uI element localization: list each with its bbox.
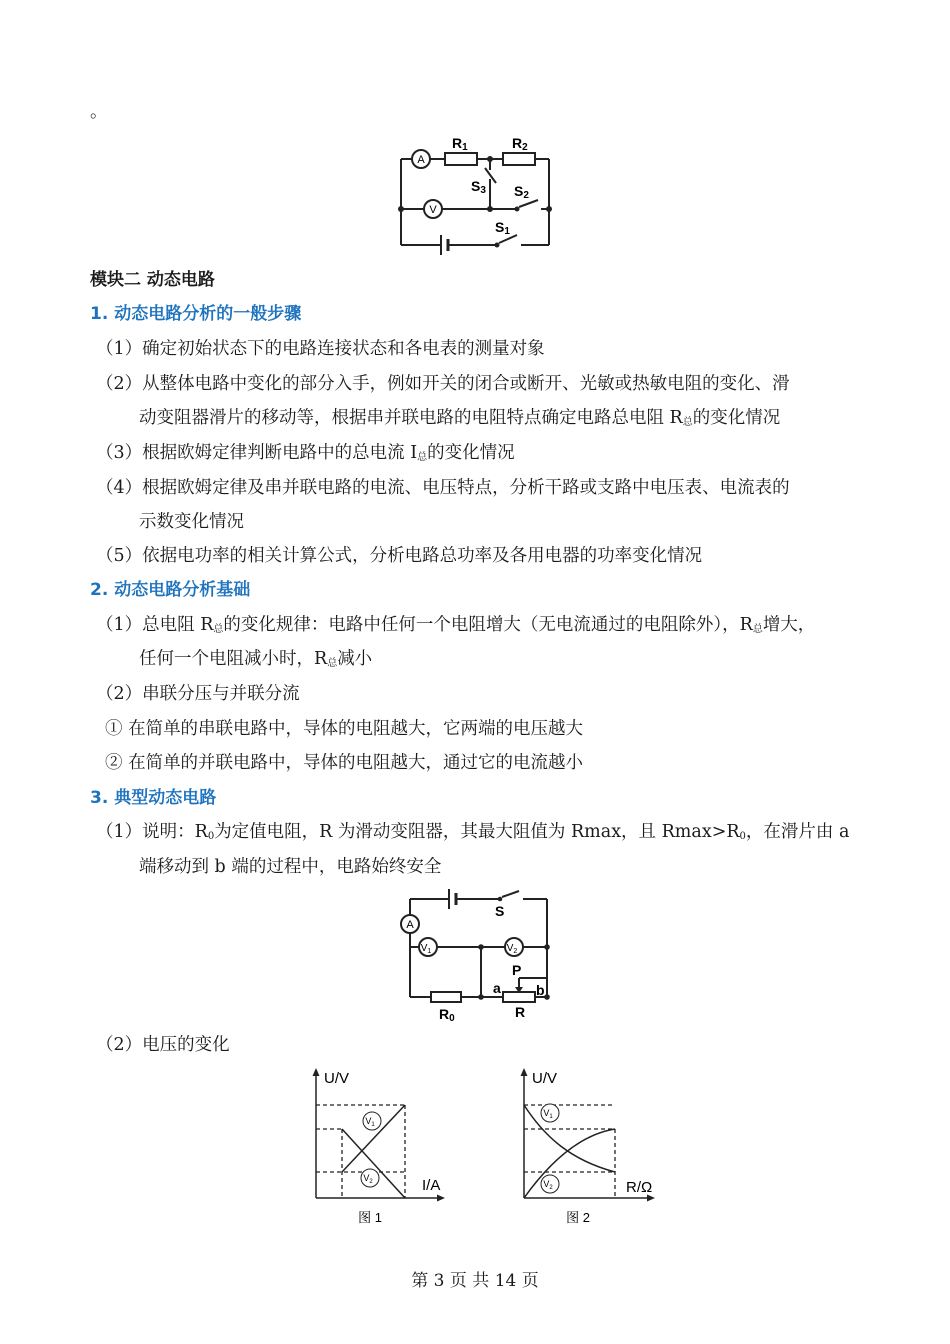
section1-item2-line2	[139, 406, 780, 435]
s1-subscript: 1	[504, 226, 510, 237]
graph1-v2-label: V	[363, 1173, 370, 1183]
circuit-diagram-1	[395, 128, 565, 260]
module-title: 模块二 动态电路	[90, 270, 215, 290]
section1-item2-tail: 的变化情况	[692, 408, 781, 428]
r2-label: R	[512, 135, 523, 151]
end-a-label: a	[493, 980, 501, 996]
switch-s-label: S	[495, 903, 505, 919]
section3-item2: （2）电压的变化	[96, 1035, 230, 1055]
slider-p-label: P	[512, 962, 522, 978]
circuit-diagram-2	[395, 883, 560, 1023]
section1-item1: （1）确定初始状态下的电路连接状态和各电表的测量对象	[96, 339, 545, 359]
v2-label: V	[506, 943, 514, 954]
v1-subscript: 1	[427, 948, 432, 955]
svg-text:R1	[452, 135, 468, 153]
section2-item1-line2	[139, 647, 372, 676]
ammeter-label: A	[417, 154, 425, 166]
graph2-v2-label: V	[543, 1179, 550, 1189]
graph1-v2-subscript: 2	[369, 1179, 373, 1185]
section2-item1-tail: 增大，	[762, 615, 816, 635]
section2-item1-line1	[96, 613, 815, 642]
section2-item1-mid: 的变化规律：电路中任何一个电阻增大（无电流通过的电阻除外），R	[223, 615, 753, 635]
voltage-resistance-graph	[510, 1064, 670, 1230]
section2-item1b-tail: 减小	[337, 649, 373, 669]
r0-subscript: 0	[449, 1013, 455, 1023]
section1-item4-line1: （4）根据欧姆定律及串并联电路的电流、电压特点，分析干路或支路中电压表、电流表的	[96, 478, 790, 498]
r-label: R	[515, 1004, 526, 1020]
graph2-v2-subscript: 2	[549, 1185, 553, 1191]
section3-item1-mid: 为定值电阻，R 为滑动变阻器，其最大阻值为 Rmax，且 Rmax>R	[214, 822, 740, 842]
voltage-current-graph	[300, 1064, 460, 1230]
section2-item2-2: ② 在简单的并联电路中，导体的电阻越大，通过它的电流越小	[105, 753, 584, 773]
graph2-v1-label: V	[543, 1108, 550, 1118]
svg-text:S2	[514, 183, 529, 201]
section1-item2-line1: （2）从整体电路中变化的部分入手，例如开关的闭合或断开、光敏或热敏电阻的变化、滑	[96, 374, 790, 394]
s3-subscript: 3	[480, 185, 486, 196]
top-mark: 。	[90, 102, 108, 122]
svg-text:S1	[495, 219, 510, 237]
section1-item2-text: 动变阻器滑片的移动等，根据串并联电路的电阻特点确定电路总电阻 R	[139, 408, 683, 428]
v1-label: V	[420, 943, 428, 954]
s2-subscript: 2	[523, 190, 529, 201]
graph2-caption: 图 2	[566, 1210, 590, 1225]
graph1-ylabel: U/V	[324, 1070, 350, 1087]
r2-subscript: 2	[522, 142, 528, 153]
subscript-zong: 总	[682, 417, 693, 428]
section1-item5: （5）依据电功率的相关计算公式，分析电路总功率及各用电器的功率变化情况	[96, 546, 703, 566]
voltmeter-label: V	[429, 204, 437, 216]
graph2-xlabel: R/Ω	[626, 1179, 653, 1196]
graph1-caption: 图 1	[358, 1210, 382, 1225]
subscript-zong: 总	[213, 624, 224, 635]
section2-item1b-text: 任何一个电阻减小时，R	[139, 649, 328, 669]
end-b-label: b	[536, 982, 545, 998]
s3-label: S	[471, 178, 481, 194]
section1-item3	[96, 441, 515, 470]
v2-subscript: 2	[513, 948, 518, 955]
section3-item1-tail: ，在滑片由 a	[745, 822, 850, 842]
subscript-zong: 总	[417, 452, 428, 463]
s1-label: S	[495, 219, 505, 235]
section3-title: 3. 典型动态电路	[90, 788, 217, 808]
svg-text:R2	[512, 135, 528, 153]
subscript-zong: 总	[327, 658, 338, 669]
r1-label: R	[452, 135, 463, 151]
s2-label: S	[514, 183, 524, 199]
section1-item3-text: （3）根据欧姆定律判断电路中的总电流 I	[96, 443, 418, 463]
svg-text:R0	[439, 1006, 455, 1023]
graph1-xlabel: I/A	[422, 1177, 441, 1194]
subscript-zong: 总	[752, 624, 763, 635]
svg-text:S3	[471, 178, 486, 196]
subscript-zero: 0	[739, 831, 746, 842]
graph2-ylabel: U/V	[532, 1070, 558, 1087]
section1-item4-line2: 示数变化情况	[139, 512, 244, 532]
r1-subscript: 1	[462, 142, 468, 153]
graph1-v1-subscript: 1	[371, 1122, 375, 1128]
r0-label: R	[439, 1006, 450, 1022]
section3-item1-line1	[96, 820, 849, 849]
graph2-v1-subscript: 1	[549, 1114, 553, 1120]
section2-item2-1: ① 在简单的串联电路中，导体的电阻越大，它两端的电压越大	[105, 719, 584, 739]
page-footer: 第 3 页 共 14 页	[411, 1271, 539, 1291]
section1-item3-tail: 的变化情况	[427, 443, 515, 463]
section2-item1-text: （1）总电阻 R	[96, 615, 214, 635]
ammeter-label: A	[406, 919, 414, 931]
section2-title: 2. 动态电路分析基础	[90, 580, 251, 600]
section3-item1-line2: 端移动到 b 端的过程中，电路始终安全	[139, 857, 442, 877]
section3-item1-text: （1）说明：R	[96, 822, 208, 842]
section2-item2: （2）串联分压与并联分流	[96, 684, 300, 704]
graph1-v1-label: V	[365, 1116, 372, 1126]
section1-title: 1. 动态电路分析的一般步骤	[90, 304, 302, 324]
subscript-zero: 0	[207, 831, 215, 842]
